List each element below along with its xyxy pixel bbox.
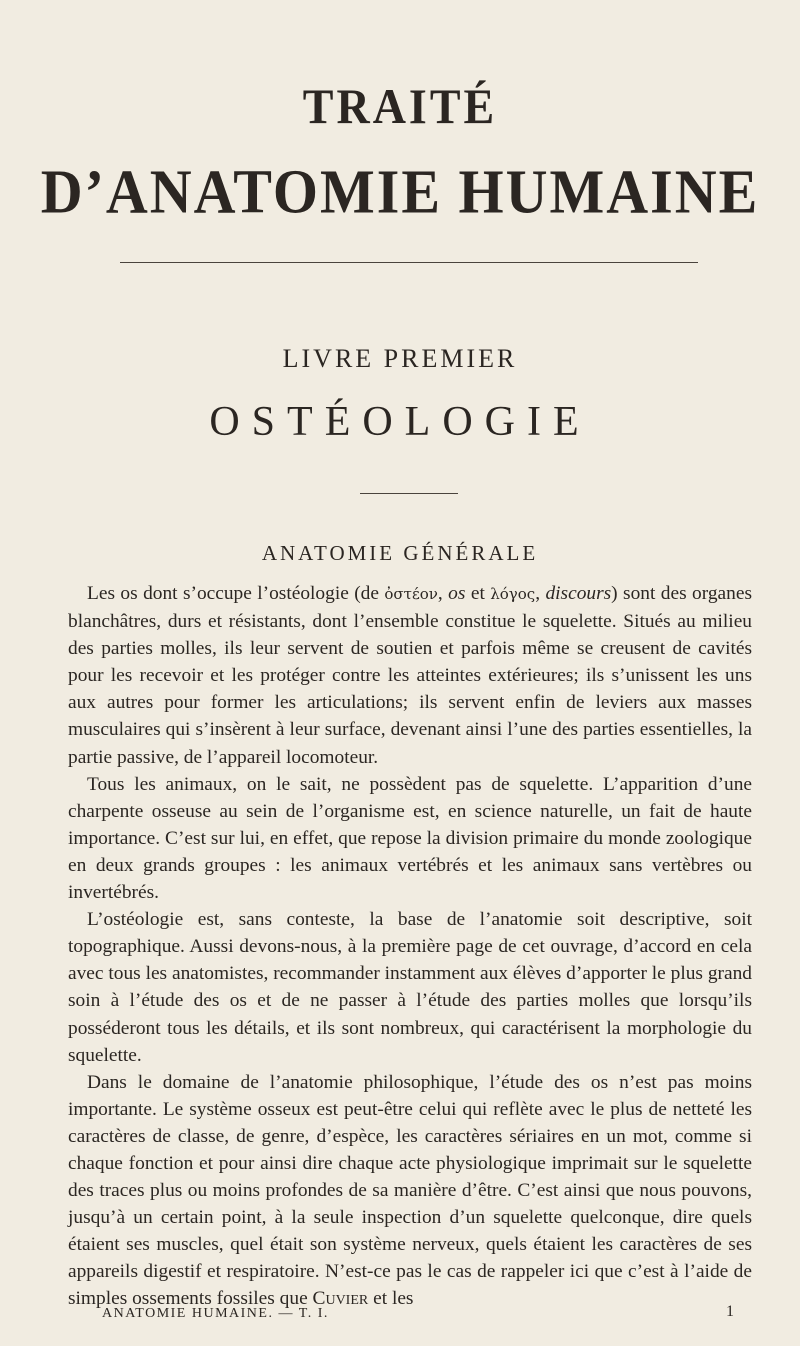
paragraph-1 — [68, 580, 752, 771]
p1-comma-2: , — [535, 583, 546, 604]
paragraph-2: Tous les animaux, on le sait, ne possèdent pas de squelette. L’apparition d’une charpente osseuse au sein de l’organisme est, en science naturelle, un fait de haute importance. C’est sur lui, en effet, que repose la division primaire du monde zoologique en deux grands groupes : les animaux vertébrés et les animaux sans vertèbres ou invertébrés. — [68, 773, 752, 904]
title-divider — [120, 262, 698, 263]
p1-start: Les os dont s’occupe l’ostéologie (de — [87, 583, 385, 604]
title-line-2: D’ANATOMIE HUMAINE — [40, 156, 760, 227]
page-number: 1 — [726, 1303, 734, 1320]
part-divider — [360, 493, 458, 494]
greek-logos: λόγος — [490, 585, 536, 603]
section-heading: ANATOMIE GÉNÉRALE — [261, 541, 539, 565]
p1-comma: , — [437, 583, 449, 604]
name-cuvier: Cuvier — [312, 1288, 369, 1310]
part-heading: OSTÉOLOGIE — [209, 399, 591, 445]
p1-et: et — [465, 583, 491, 604]
p1-rest: ) sont des organes blanchâtres, durs et résistants, dont l’ensemble constitue le squelette. Situés au milieu des parties molles, ils leur servent de soutien et parfois même se creusent de cavités pour les recevoir et les protéger contre les atteintes extérieures; ils s’unissent les uns aux autres pour former les articulations; ils servent enfin de leviers aux masses musculaires qui s’insèrent à leur surface, devenant ainsi l’une des parties essentielles, la partie passive, de l’appareil locomoteur. — [68, 583, 752, 768]
title-line-1: TRAITÉ — [302, 78, 498, 135]
word-os: os — [448, 583, 466, 604]
running-footer: ANATOMIE HUMAINE. — T. I. — [102, 1306, 329, 1321]
body-text — [68, 580, 752, 1313]
paragraph-3: L’ostéologie est, sans conteste, la base de l’anatomie soit descriptive, soit topographique. Aussi devons-nous, à la première page de cet ouvrage, d’accord en cela avec tous les anatomistes, recommander instamment aux élèves d’apporter le plus grand soin à l’étude des os et de ne passer à l’étude des parties molles que lorsqu’ils posséderont tous les détails, et ils sont nombreux, qui caractérisent la morphologie du squelette. — [68, 909, 752, 1066]
book-heading: LIVRE PREMIER — [282, 344, 518, 373]
p4-end: et les — [368, 1288, 414, 1310]
paragraph-4 — [68, 1069, 752, 1313]
word-discours: discours — [545, 583, 612, 604]
greek-osteon: ὀστέον — [384, 585, 438, 603]
p4-start: Dans le domaine de l’anatomie philosophique, l’étude des os n’est pas moins importante. Le système osseux est peut-être celui qui reflète avec le plus de netteté les caractères de classe, de genre, d’espèce, les caractères sériaires en un mot, comme si chaque fonction et pour ainsi dire chaque acte physiologique imprimait sur le squelette des traces plus ou moins profondes de sa manière d’être. C’est ainsi que nous pouvons, jusqu’à un certain point, à la seule inspection d’un squelette quelconque, dire quels étaient ses muscles, quel était son système nerveux, quels étaient les caractères de ses appareils digestif et respiratoire. N’est-ce pas le cas de rappeler ici que c’est à l’aide de simples ossements fossiles que — [68, 1071, 752, 1310]
